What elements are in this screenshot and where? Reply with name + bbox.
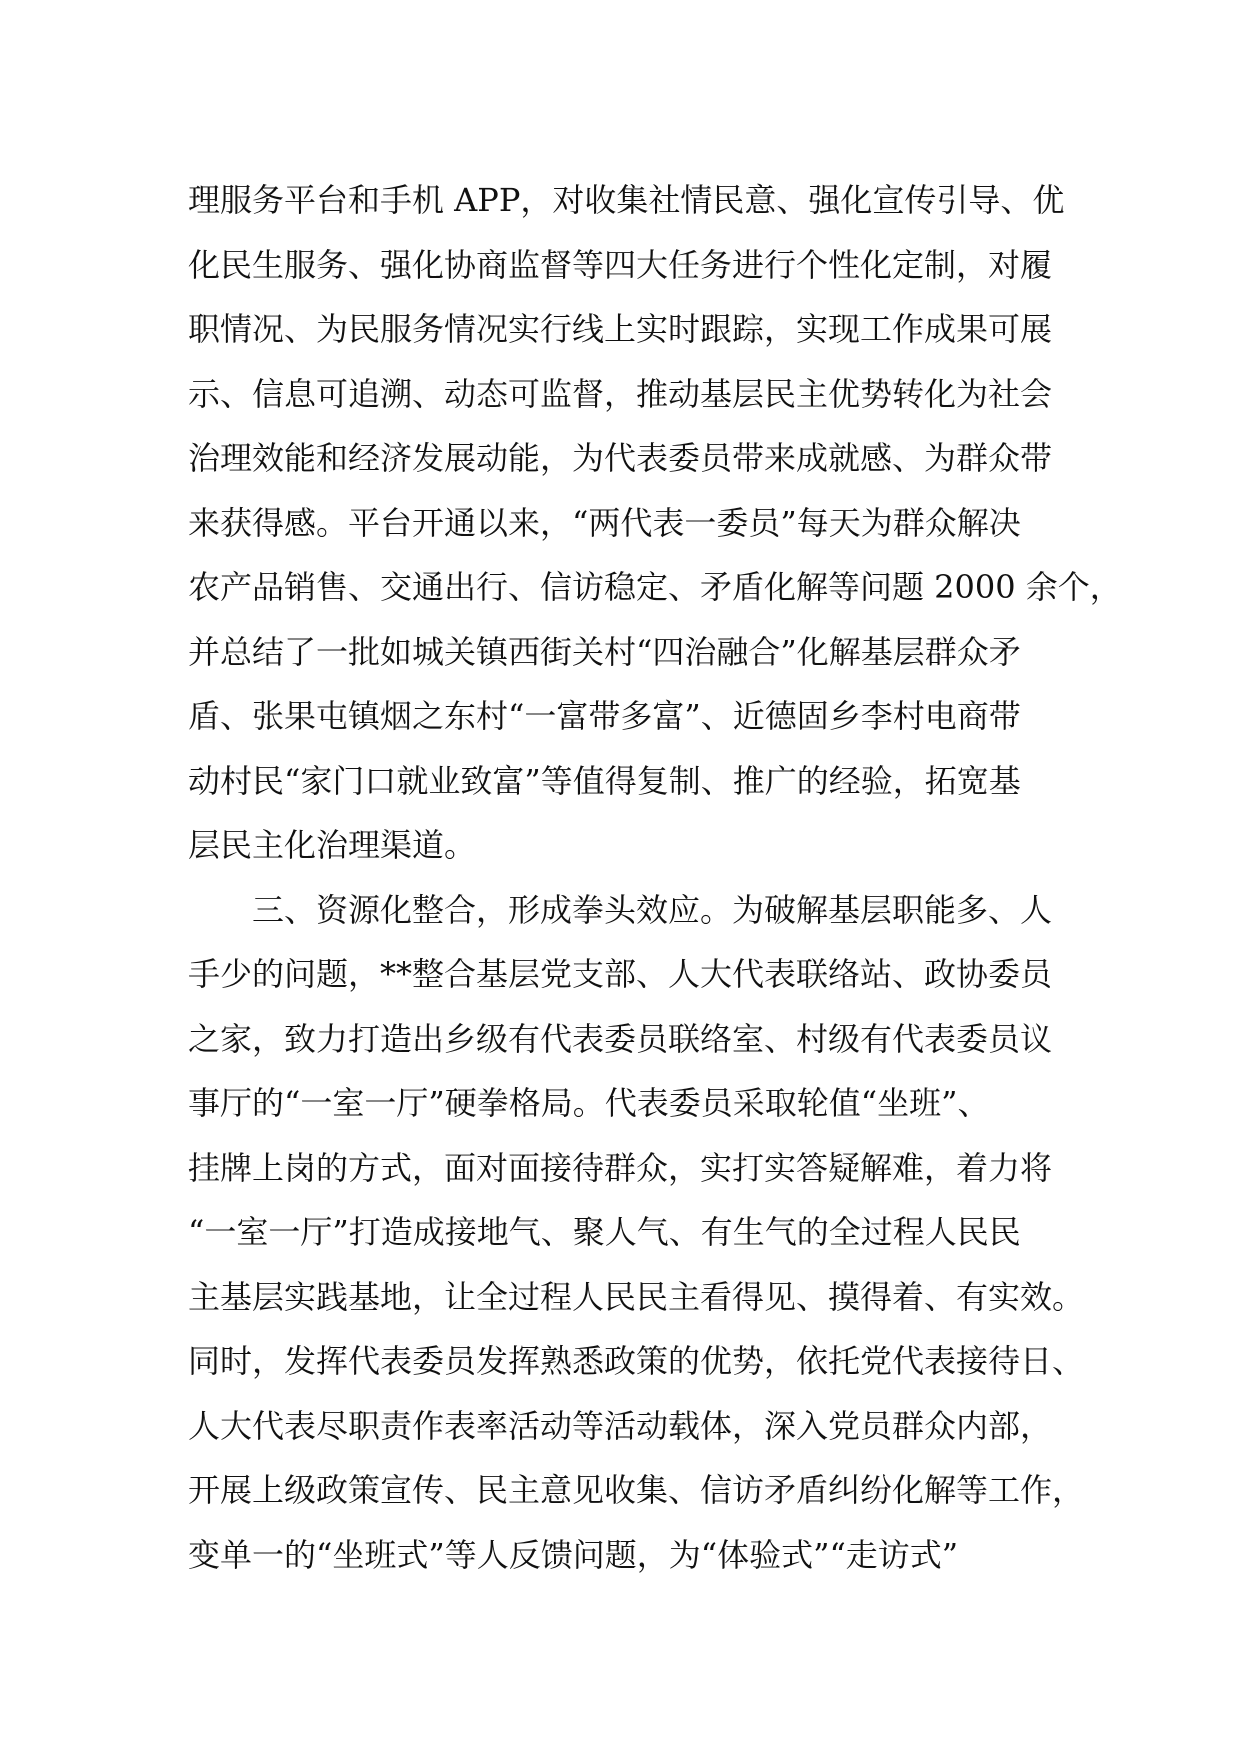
text-line: 动村民“家门口就业致富”等值得复制、推广的经验，拓宽基 (188, 761, 1021, 800)
text-line: 化民生服务、强化协商监督等四大任务进行个性化定制，对履 (188, 245, 1053, 284)
text-line: 人大代表尽职责作表率活动等活动载体，深入党员群众内部， (188, 1406, 1053, 1445)
text-line: 农产品销售、交通出行、信访稳定、矛盾化解等问题 2000 余个， (188, 568, 1122, 606)
text-line: 来获得感。平台开通以来，“两代表一委员”每天为群众解决 (188, 503, 1021, 542)
section-heading-line: 三、资源化整合，形成拳头效应。为破解基层职能多、人 (252, 890, 1053, 929)
text-line: 治理效能和经济发展动能，为代表委员带来成就感、为群众带 (188, 439, 1053, 477)
text-line: 职情况、为民服务情况实行线上实时跟踪，实现工作成果可展 (188, 310, 1053, 348)
text-line: 开展上级政策宣传、民主意见收集、信访矛盾纠纷化解等工作， (188, 1471, 1085, 1509)
text-line: 之家，致力打造出乡级有代表委员联络室、村级有代表委员议 (188, 1019, 1053, 1058)
text-line: 并总结了一批如城关镇西街关村“四治融合”化解基层群众矛 (188, 632, 1021, 671)
text-line: 理服务平台和手机 APP，对收集社情民意、强化宣传引导、优 (188, 181, 1065, 219)
text-line: 变单一的“坐班式”等人反馈问题，为“体验式”“走访式” (188, 1535, 959, 1574)
text-line: 盾、张果屯镇烟之东村“一富带多富”、近德固乡李村电商带 (188, 697, 1021, 735)
text-line: 同时，发挥代表委员发挥熟悉政策的优势，依托党代表接待日、 (188, 1342, 1085, 1380)
text-line: 事厅的“一室一厅”硬拳格局。代表委员采取轮值“坐班”、 (188, 1084, 990, 1122)
body-text (188, 168, 1122, 1587)
text-line: 手少的问题，**整合基层党支部、人大代表联络站、政协委员 (188, 955, 1053, 993)
text-line: “一室一厅”打造成接地气、聚人气、有生气的全过程人民民 (188, 1213, 1021, 1251)
text-line: 主基层实践基地，让全过程人民民主看得见、摸得着、有实效。 (188, 1277, 1085, 1316)
text-line: 层民主化治理渠道。 (188, 826, 477, 864)
text-line: 示、信息可追溯、动态可监督，推动基层民主优势转化为社会 (188, 374, 1053, 413)
text-line: 挂牌上岗的方式，面对面接待群众，实打实答疑解难，着力将 (188, 1148, 1053, 1187)
